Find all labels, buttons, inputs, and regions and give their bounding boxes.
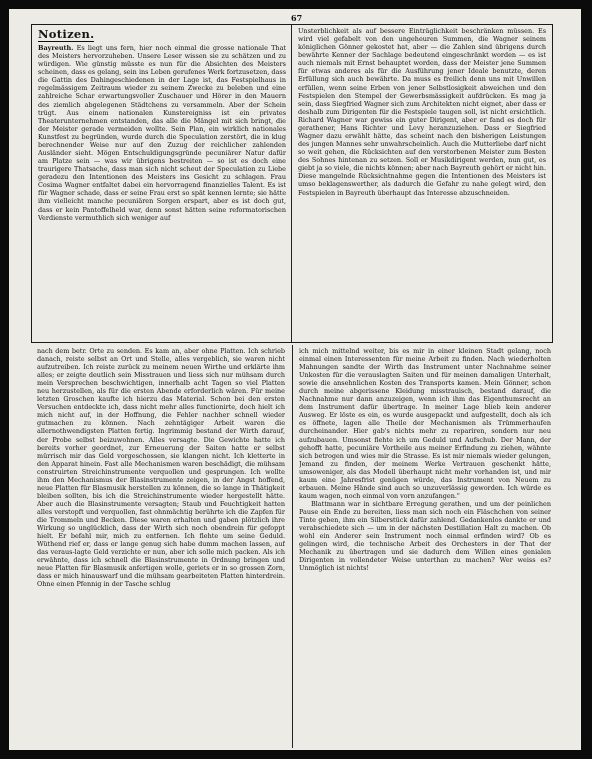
story-column-divider: [292, 345, 293, 748]
page-number: 67: [291, 13, 303, 23]
story-right-paragraph: Blattmann war in sichtbare Erregung gerathen, und um der peinlichen Pause ein Ende zu bereiten, liess man sich noch ein Fläschchen von seiner Tinte geben, ihm ein Silberstück dafür zahlend. Gedankenlos dankte er und verabschiedete sich — um in der nächsten Destillation Halt zu machen. Ob wohl ein Anderer sein Instrument noch einmal erfinden wird? Ob es gelingen wird, die technische Arbeit des Orchesters in der That der Mechanik zu übertragen und sie dadurch dem Willen eines genialen Dirigenten in vollendeter Weise unterthan zu machen? Wer weiss es? Unmöglich ist nichts!: [299, 499, 551, 573]
notes-paragraph: [38, 44, 286, 222]
notes-column-right: [298, 27, 546, 339]
story-column-left: [37, 347, 285, 747]
newspaper-page: [9, 9, 581, 750]
notes-right-text: Unsterblichkeit als auf bessere Einträglichkeit beschränken müssen. Es wird viel gefabelt von den ungeheuren Summen, die Wagner seinem königlichen Gönner gekostet hat, aber — die Zahlen sind übrigens durch bewährte Kenner der Sachlage bedeutend eingeschränkt worden — es ist auch niemals mit Ernst behauptet worden, dass der Meister jene Summen für etwas anderes als für die Ausführung jener Ideale benutzte, deren Erfüllung sich auch bewährte. Da muss es freilich denn uns mit Unwillen erfüllen, wenn seine Erben von jener Selbstlosigkeit abweichen und den Festspielen den Stempel der Gewerbsmässigkeit aufdrücken. Es mag ja sein, dass Siegfried Wagner sich zum Architekten nicht eignet, aber dass er deshalb zum Dirigenten für die Festspiele taugen soll, ist nicht ersichtlich. Richard Wagner war gewiss ein guter Dirigent, aber er fand es doch für gerathener, Hans Richter und Levy heranzuziehen. Dass er Siegfried Wagner dazu erwählt hätte, das scheint nach den bisherigen Leistungen des jungen Mannes sehr unwahrscheinlich. Auch die Mutterliebe darf nicht so weit gehen, die Rücksichten auf den verstorbenen Meister zum Besten des Sohnes hintenan zu setzen. Soll er Musikdirigent werden, nun gut, es giebt ja so viele, die nichts können; aber nach Bayreuth gehört er nicht hin. Diese mangelnde Rücksichtnahme gegen die Intentionen des Meisters ist umso beklagenswerther, als dadurch die Gefahr zu nahe gelegt wird, den Festspielen in Bayreuth überhaupt das Interesse abzuschneiden.: [298, 27, 546, 197]
notes-column-left: [38, 27, 286, 339]
notes-left-text: Es liegt uns fern, hier noch einmal die grosse nationale That des Meisters hervorzuheben. Unsere Leser wissen sie zu schätzen und zu würdigen. Wie günstig müsste es nun für die Absichten des Meisters scheinen, dass es gelang, sein ins Leben gerufenes Werk fortzusetzen, dass die Gattin des Dahingeschiedenen in der Lage ist, das Festspielhaus in regelmässigem Zeitraum wieder zu seinem Zwecke zu beleben und eine zahlreiche Schar erwartungsvoller Zuschauer und Hörer in den Mauern des ziemlich abgelegenen Städtchens zu versammeln. Aber der Schein trügt. Aus einem nationalen Kunstereigniss ist ein privates Theaterunternehmen entstanden, das alle die Mängel mit sich bringt, die der Meister gerade vermeiden wollte. Sein Plan, ein wirklich nationales Kunstfest zu begründen, wurde durch die Speculation zerstört, die in klug berechnender Weise nur auf den Zuzug der reichlicher zahlenden Ausländer sieht. Mögen Entschuldigungsgründe pecuniärer Natur dafür am Platze sein — was wir übrigens bestreiten — so ist es doch eine traurigere Thatsache, dass man sich nicht scheut der Speculation zu Liebe geradezu den Intentionen des Meisters ins Gesicht zu schlagen. Frau Cosima Wagner entfaltet dabei ein hervorragend finanzielles Talent. Es ist für Wagner schade, dass er seine Frau erst so spät kennen lernte; sie hätte ihm vielleicht manche pecuniären Sorgen erspart, aber es ist doch gut, dass er kein Pantoffelheld war, denn sonst hätten seine reformatorischen Verdienste vermuthlich sich weniger auf: [38, 44, 286, 222]
story-right-paragraph: ich mich mittelnd weiter, bis es mir in einer kleinen Stadt gelang, noch einmal einen Interessenten für meine Arbeit zu finden. Nach wiederholten Mahnungen sandte der Wirth das Instrument unter Nachnahme seiner Unkosten für die verauslagten Saiten und für meinen damaligen Unterhalt, sowie die ansehnlichen Kosten des Transports kamen. Mein Gönner, schon durch meine abgerissene Kleidung misstrauisch, bestand darauf, die Nachnahme nur dann anzuzeigen, wenn ich ihm das Eigenthumsrecht an dem Instrument dafür übertrage. In meiner Lage blieb kein anderer Ausweg. Er löste es ein, es wurde ausgepackt und aufgestellt, doch als ich es öffnete, lagen alle Theile der Mechanismen als Trümmerhaufen durcheinander. Hier gab's nichts mehr zu repariren, sondern nur neu aufzubauen. Umsonst flehte ich um Geduld und Aufschub. Der Mann, der gehofft hatte, pecuniäre Vortheile aus meiner Erfindung zu ziehen, wähnte sich betrogen und wies mir die Strasse. Es ist mir niemals wieder gelungen, Jemand zu finden, der meinem Werke Vertrauen geschenkt hätte, umsoweniger, als das Modell überhaupt nicht mehr vorhanden ist, und mir kaum eine Jahresfrist genügen würde, das Instrument von Neuem zu erbauen. Meine Hände sind auch so unzuverlässig geworden. Ich würde es kaum wagen, noch einmal von vorn anzufangen.": [299, 347, 551, 500]
notes-box: [31, 24, 553, 343]
story-left-paragraph: nach dem betr. Orte zu senden. Es kam an, aber ohne Platten. Ich schrieb danach, reiste selbst an Ort und Stelle, alles vergeblich, sie waren nicht aufzutreiben. Ich reiste zurück zu meinem neuen Wirthe und erklärte ihm alles; er zeigte deutlich sein Misstrauen und liess sich nur mühsam durch mein Versprechen beschwichtigen, innerhalb acht Tagen so viel Platten neu herzustellen, als für die ersten Abende erforderlich wären. Für meine letzten Groschen kaufte ich hierzu das Material. Schon bei den ersten Versuchen entdeckte ich, dass nicht mehr alles functionirte, doch hielt ich mich nicht auf, in der Hoffnung, die Fehler nachher schnell wieder gutmachen zu können. Nach zehntägiger Arbeit waren die allernothwendigsten Platten fertig. Ingrimmig bestand der Wirth darauf, der Probe selbst beizuwohnen. Alles versagte. Die Gewichte hatte ich bereits vorher geordnet, zur Erneuerung der Saiten hatte er selbst mürrisch mir das Geld vorgeschossen, sie klangen nicht. Ich kletterte in den Apparat hinein. Fast alle Mechanismen waren beschädigt, die mühsam construirten Streichinstrumente verquollen und gesprungen. Ich wollte ihm den Mechanismus der Blasinstrumente zeigen, in der Angst hoffend, neue Platten für Blasmusik herstellen zu können, die so lange in Thätigkeit bleiben sollten, bis ich die Streichinstrumente wieder hergestellt hätte. Aber auch die Blasinstrumente versagten; Staub und Feuchtigkeit hatten alles verstopft und verquollen, fast ohnmächtig berührte ich die Zapfen für die Trommeln und Becken. Diese waren erhalten und gaben plötzlich ihre Wirkung so unglücklich, dass der Wirth sich noch obendrein für gefoppt hielt. Er befahl mir, mich zu entfernen. Ich flehte um seine Geduld. Wüthend rief er, dass er lange genug sich habe dumm machen lassen, auf das veraus-lagte Geld verzichte er nun, aber ich solle mich packen. Als ich erwähnte, dass ich schnell die Blasinstrumente in Ordnung bringen und neue Platten für Blasmusik anfertigen wolle, geriets er in so grossen Zorn, dass er mich hinauswarf und die mühsam gearbeiteten Platten hinterdrein. Ohne einen Pfennig in der Tasche schlug: [37, 347, 285, 589]
story-column-right: [299, 347, 551, 747]
notes-lead-place: Bayreuth.: [38, 44, 74, 52]
notes-heading: Notizen.: [38, 27, 95, 41]
notes-column-divider: [291, 25, 292, 342]
